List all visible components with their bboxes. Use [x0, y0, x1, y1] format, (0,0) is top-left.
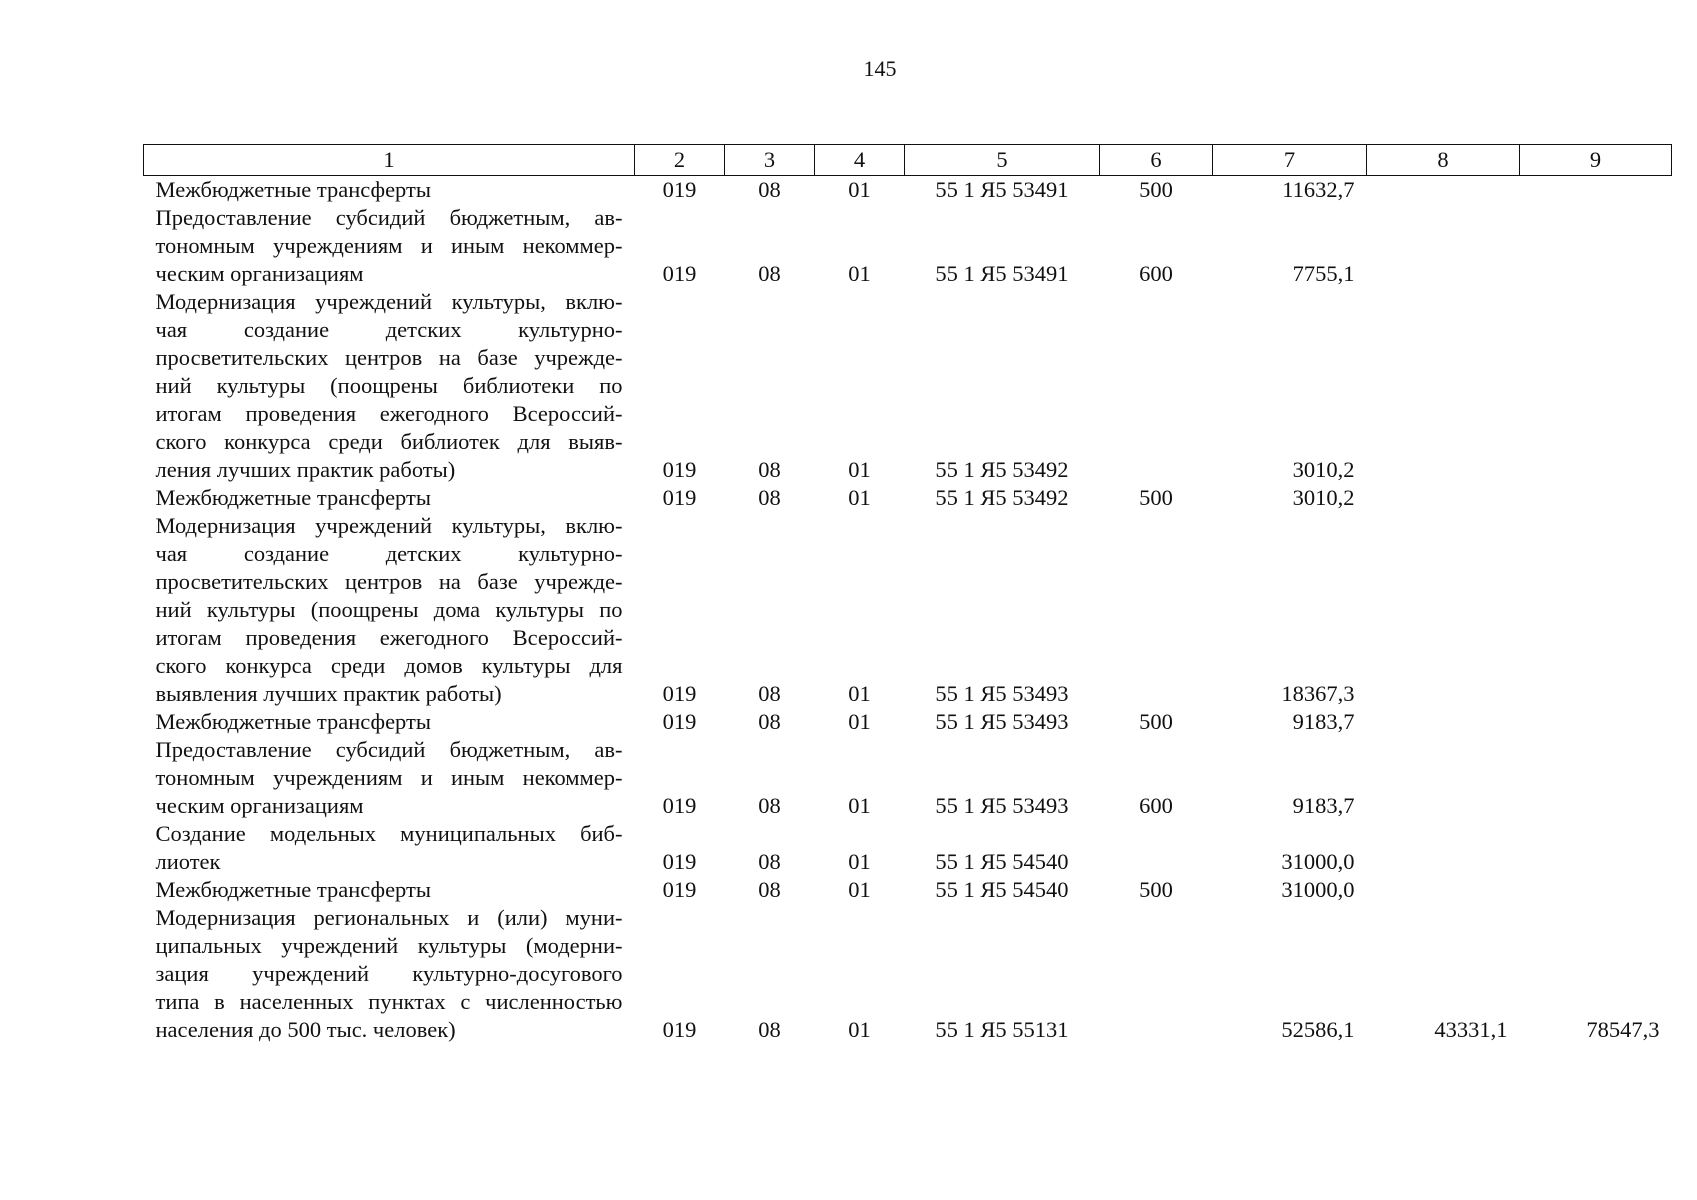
table-row — [144, 736, 1672, 820]
amount-col-7: 11632,7 — [1282, 177, 1355, 202]
description-line: просветительских центров на базе учрежде- — [155, 569, 623, 594]
code-expense-type — [1100, 512, 1213, 708]
row-description — [144, 820, 635, 876]
code-expense-type — [1100, 288, 1213, 484]
table-row — [144, 484, 1672, 512]
code-grbs: 019 — [662, 709, 697, 734]
code-section: 08 — [758, 457, 781, 482]
amount-col-8 — [1367, 204, 1520, 288]
amount-col-8 — [1367, 176, 1520, 205]
description-line: выявления лучших практик работы) — [155, 681, 502, 706]
code-subsection: 01 — [848, 177, 871, 202]
header-col-7: 7 — [1213, 145, 1367, 176]
code-target-item: 55 1 Я5 54540 — [935, 849, 1069, 874]
description-line: зация учреждений культурно-досугового — [155, 961, 623, 986]
description-line: Модернизация региональных и (или) муни- — [155, 905, 623, 930]
code-target-item: 55 1 Я5 53493 — [935, 681, 1069, 706]
description-line: итогам проведения ежегодного Всероссий- — [155, 625, 623, 650]
amount-col-7: 31000,0 — [1281, 849, 1355, 874]
amount-col-7: 3010,2 — [1292, 457, 1355, 482]
row-description — [144, 484, 635, 512]
amount-col-8 — [1367, 484, 1520, 512]
code-grbs: 019 — [662, 849, 697, 874]
code-target-item: 55 1 Я5 53491 — [935, 261, 1069, 286]
description-line: тономным учреждениям и иным некоммер- — [155, 233, 623, 258]
description-line: Межбюджетные трансферты — [155, 485, 431, 510]
code-subsection: 01 — [848, 709, 871, 734]
code-grbs: 019 — [662, 485, 697, 510]
code-section: 08 — [758, 261, 781, 286]
description-line: ского конкурса среди библиотек для выяв- — [155, 429, 623, 454]
code-section: 08 — [758, 485, 781, 510]
amount-col-9 — [1520, 512, 1672, 708]
description-line: ний культуры (поощрены библиотеки по — [155, 373, 623, 398]
header-col-8: 8 — [1367, 145, 1520, 176]
code-expense-type: 500 — [1139, 485, 1173, 510]
amount-col-8: 43331,1 — [1434, 1017, 1508, 1042]
row-description — [144, 904, 635, 1044]
description-line: Межбюджетные трансферты — [155, 177, 431, 202]
table-row — [144, 876, 1672, 904]
amount-col-8 — [1367, 512, 1520, 708]
description-line: Предоставление субсидий бюджетным, ав- — [155, 737, 623, 762]
code-grbs: 019 — [662, 1017, 697, 1042]
code-expense-type — [1100, 820, 1213, 876]
row-description — [144, 736, 635, 820]
table-row — [144, 204, 1672, 288]
amount-col-9 — [1520, 176, 1672, 205]
amount-col-8 — [1367, 820, 1520, 876]
table-row — [144, 708, 1672, 736]
amount-col-9 — [1520, 484, 1672, 512]
code-target-item: 55 1 Я5 54540 — [935, 877, 1069, 902]
code-subsection: 01 — [848, 681, 871, 706]
table-row — [144, 288, 1672, 484]
amount-col-9 — [1520, 736, 1672, 820]
code-section: 08 — [758, 849, 781, 874]
code-grbs: 019 — [662, 457, 697, 482]
code-section: 08 — [758, 877, 781, 902]
table-row — [144, 904, 1672, 1044]
amount-col-7: 7755,1 — [1292, 261, 1355, 286]
description-line: Создание модельных муниципальных биб- — [155, 821, 623, 846]
header-col-2: 2 — [635, 145, 725, 176]
code-grbs: 019 — [662, 681, 697, 706]
header-col-5: 5 — [905, 145, 1100, 176]
page-number: 145 — [863, 56, 897, 81]
code-subsection: 01 — [848, 261, 871, 286]
code-expense-type: 500 — [1139, 877, 1173, 902]
amount-col-9: 78547,3 — [1586, 1017, 1660, 1042]
description-line: ческим организациям — [155, 261, 364, 286]
header-col-6: 6 — [1100, 145, 1213, 176]
budget-table — [143, 144, 1672, 1044]
amount-col-8 — [1367, 288, 1520, 484]
description-line: ления лучших практик работы) — [155, 457, 456, 482]
code-grbs: 019 — [662, 793, 697, 818]
code-expense-type: 600 — [1139, 261, 1173, 286]
row-description — [144, 288, 635, 484]
amount-col-9 — [1520, 820, 1672, 876]
row-description — [144, 512, 635, 708]
description-line: лиотек — [155, 849, 221, 874]
table-body — [144, 176, 1672, 1045]
code-expense-type: 500 — [1139, 709, 1173, 734]
code-section: 08 — [758, 709, 781, 734]
description-line: населения до 500 тыс. человек) — [155, 1017, 456, 1042]
amount-col-9 — [1520, 204, 1672, 288]
table-header — [144, 145, 1672, 176]
description-line: тономным учреждениям и иным некоммер- — [155, 765, 623, 790]
header-row — [144, 145, 1672, 176]
amount-col-9 — [1520, 876, 1672, 904]
header-col-9: 9 — [1520, 145, 1672, 176]
code-grbs: 019 — [662, 261, 697, 286]
description-line: итогам проведения ежегодного Всероссий- — [155, 401, 623, 426]
description-line: Модернизация учреждений культуры, вклю- — [155, 513, 623, 538]
amount-col-7: 52586,1 — [1281, 1017, 1355, 1042]
description-line: ческим организациям — [155, 793, 364, 818]
amount-col-7: 31000,0 — [1281, 877, 1355, 902]
code-section: 08 — [758, 793, 781, 818]
amount-col-7: 3010,2 — [1292, 485, 1355, 510]
code-section: 08 — [758, 177, 781, 202]
description-line: ний культуры (поощрены дома культуры по — [155, 597, 623, 622]
description-line: типа в населенных пунктах с численностью — [155, 989, 623, 1014]
code-grbs: 019 — [662, 177, 697, 202]
amount-col-8 — [1367, 736, 1520, 820]
code-target-item: 55 1 Я5 53491 — [935, 177, 1069, 202]
row-description — [144, 204, 635, 288]
row-description — [144, 176, 635, 205]
description-line: Модернизация учреждений культуры, вклю- — [155, 289, 623, 314]
code-subsection: 01 — [848, 877, 871, 902]
description-line: чая создание детских культурно- — [155, 541, 623, 566]
description-line: ского конкурса среди домов культуры для — [155, 653, 623, 678]
description-line: Предоставление субсидий бюджетным, ав- — [155, 205, 623, 230]
description-line: Межбюджетные трансферты — [155, 877, 431, 902]
amount-col-7: 9183,7 — [1292, 709, 1355, 734]
table-row — [144, 820, 1672, 876]
description-line: Межбюджетные трансферты — [155, 709, 431, 734]
header-col-4: 4 — [815, 145, 905, 176]
header-col-3: 3 — [725, 145, 815, 176]
description-line: ципальных учреждений культуры (модерни- — [155, 933, 623, 958]
code-grbs: 019 — [662, 877, 697, 902]
code-subsection: 01 — [848, 849, 871, 874]
amount-col-9 — [1520, 708, 1672, 736]
table-row — [144, 512, 1672, 708]
code-subsection: 01 — [848, 457, 871, 482]
amount-col-8 — [1367, 708, 1520, 736]
description-line: просветительских центров на базе учрежде- — [155, 345, 623, 370]
table-row — [144, 176, 1672, 205]
amount-col-7: 9183,7 — [1292, 793, 1355, 818]
code-target-item: 55 1 Я5 53492 — [935, 457, 1069, 482]
code-subsection: 01 — [848, 793, 871, 818]
code-section: 08 — [758, 1017, 781, 1042]
amount-col-9 — [1520, 288, 1672, 484]
code-subsection: 01 — [848, 485, 871, 510]
header-col-1: 1 — [144, 145, 635, 176]
code-section: 08 — [758, 681, 781, 706]
code-subsection: 01 — [848, 1017, 871, 1042]
row-description — [144, 876, 635, 904]
amount-col-7: 18367,3 — [1281, 681, 1355, 706]
code-target-item: 55 1 Я5 53493 — [935, 709, 1069, 734]
code-expense-type — [1100, 904, 1213, 1044]
code-expense-type: 600 — [1139, 793, 1173, 818]
row-description — [144, 708, 635, 736]
code-target-item: 55 1 Я5 53493 — [935, 793, 1069, 818]
code-target-item: 55 1 Я5 53492 — [935, 485, 1069, 510]
amount-col-8 — [1367, 876, 1520, 904]
code-target-item: 55 1 Я5 55131 — [935, 1017, 1069, 1042]
code-expense-type: 500 — [1139, 177, 1173, 202]
description-line: чая создание детских культурно- — [155, 317, 623, 342]
